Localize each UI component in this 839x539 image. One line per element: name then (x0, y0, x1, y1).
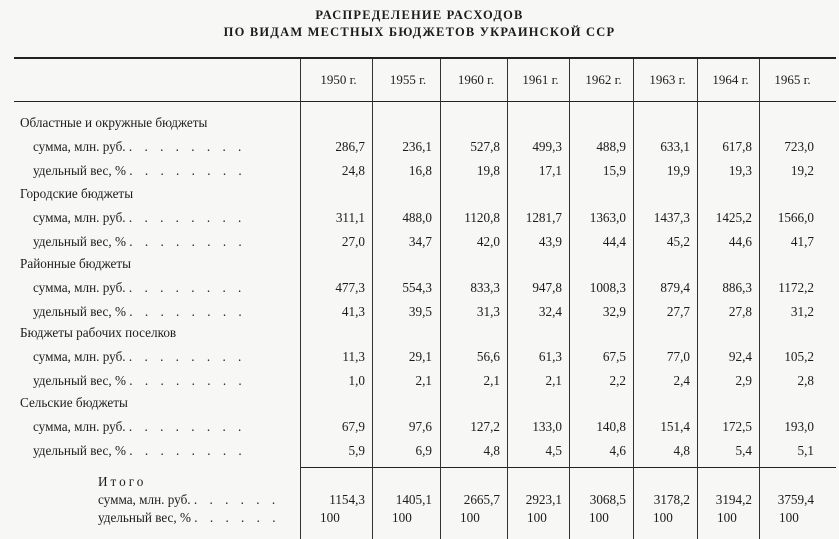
year-header: 1964 г. (712, 72, 749, 87)
share-value: 45,2 (666, 234, 690, 249)
share-value: 44,6 (728, 234, 752, 249)
total-heading: Итого (98, 474, 147, 489)
sum-label (33, 349, 246, 365)
total-share-value: 100 (589, 510, 609, 525)
sum-value: 633,1 (660, 139, 690, 154)
share-label-text: удельный вес, % (33, 304, 130, 319)
leader-dots: . . . . . . (194, 510, 281, 525)
column-divider (697, 59, 698, 539)
sum-value: 488,0 (402, 210, 432, 225)
share-value: 19,8 (476, 163, 500, 178)
sum-value: 61,3 (538, 349, 562, 364)
leader-dots: . . . . . . . . (128, 210, 246, 225)
table-title-line-1: РАСПРЕДЕЛЕНИЕ РАСХОДОВ (315, 8, 524, 22)
share-label (33, 163, 246, 179)
total-share-value: 100 (320, 510, 340, 525)
total-share-value: 100 (779, 510, 799, 525)
sum-value: 1281,7 (525, 210, 562, 225)
sum-value: 1008,3 (589, 280, 626, 295)
total-share-value: 100 (653, 510, 673, 525)
total-share-value: 100 (392, 510, 412, 525)
top-rule (14, 57, 836, 59)
share-value: 4,8 (673, 443, 690, 458)
sum-value: 1437,3 (653, 210, 690, 225)
total-share-label (98, 510, 280, 526)
share-value: 27,8 (728, 304, 752, 319)
share-value: 31,3 (476, 304, 500, 319)
year-header: 1955 г. (389, 72, 427, 87)
share-value: 19,3 (728, 163, 752, 178)
share-value: 44,4 (602, 234, 626, 249)
sum-value: 1172,2 (778, 280, 814, 295)
share-value: 16,8 (408, 163, 432, 178)
share-value: 2,2 (609, 373, 626, 388)
total-sum-value: 3194,2 (715, 492, 752, 507)
share-label (33, 234, 246, 250)
share-value: 43,9 (538, 234, 562, 249)
sum-value: 1566,0 (777, 210, 814, 225)
sum-value: 1425,2 (715, 210, 752, 225)
sum-label-text: сумма, млн. руб. (33, 419, 129, 434)
sum-value: 833,3 (470, 280, 500, 295)
total-sum-value: 3178,2 (653, 492, 690, 507)
section-label: Областные и окружные бюджеты (20, 115, 208, 130)
column-divider (569, 59, 570, 539)
share-value: 5,1 (797, 443, 814, 458)
section-label: Сельские бюджеты (20, 395, 128, 410)
total-share-value: 100 (527, 510, 547, 525)
sum-value: 140,8 (596, 419, 626, 434)
sum-label-text: сумма, млн. руб. (33, 280, 129, 295)
section-label: Бюджеты рабочих поселков (20, 325, 177, 340)
sum-value: 311,1 (335, 210, 365, 225)
sum-value: 105,2 (784, 349, 814, 364)
share-label-text: удельный вес, % (33, 234, 130, 249)
year-header: 1961 г. (522, 72, 559, 87)
share-value: 2,1 (483, 373, 500, 388)
sum-label (33, 280, 246, 296)
total-sum-label (98, 492, 280, 508)
share-value: 6,9 (415, 443, 432, 458)
share-value: 5,9 (348, 443, 365, 458)
share-value: 2,8 (797, 373, 814, 388)
sum-label-text: сумма, млн. руб. (33, 349, 129, 364)
total-rule (300, 467, 836, 468)
share-value: 5,4 (735, 443, 752, 458)
leader-dots: . . . . . . . . (128, 349, 246, 364)
sum-value: 286,7 (335, 139, 365, 154)
share-label-text: удельный вес, % (33, 373, 130, 388)
share-value: 31,2 (790, 304, 814, 319)
sum-value: 617,8 (722, 139, 752, 154)
share-label-text: удельный вес, % (33, 443, 130, 458)
share-value: 2,1 (415, 373, 432, 388)
leader-dots: . . . . . . . . (129, 443, 247, 458)
leader-dots: . . . . . . . . (128, 280, 246, 295)
share-value: 39,5 (408, 304, 432, 319)
share-value: 19,9 (666, 163, 690, 178)
sum-value: 127,2 (470, 419, 500, 434)
year-header: 1960 г. (457, 72, 495, 87)
sum-value: 193,0 (784, 419, 814, 434)
sum-value: 886,3 (722, 280, 752, 295)
leader-dots: . . . . . . . . (129, 234, 247, 249)
share-value: 41,3 (341, 304, 365, 319)
share-value: 2,9 (735, 373, 752, 388)
share-value: 19,2 (790, 163, 814, 178)
column-divider (507, 59, 508, 539)
sum-value: 527,8 (470, 139, 500, 154)
sum-value: 488,9 (596, 139, 626, 154)
share-value: 15,9 (602, 163, 626, 178)
share-value: 2,1 (545, 373, 562, 388)
column-divider (440, 59, 441, 539)
total-sum-value: 3759,4 (777, 492, 814, 507)
leader-dots: . . . . . . . . (129, 163, 247, 178)
sum-value: 77,0 (666, 349, 690, 364)
sum-value: 879,4 (660, 280, 690, 295)
sum-label-text: сумма, млн. руб. (98, 492, 194, 507)
column-divider (633, 59, 634, 539)
share-label (33, 304, 246, 320)
sum-value: 67,9 (341, 419, 365, 434)
column-divider (300, 59, 301, 539)
sum-label-text: сумма, млн. руб. (33, 210, 129, 225)
sum-value: 723,0 (784, 139, 814, 154)
year-header: 1965 г. (774, 72, 811, 87)
year-header: 1963 г. (649, 72, 686, 87)
share-value: 1,0 (348, 373, 365, 388)
leader-dots: . . . . . . . . (128, 419, 246, 434)
sum-label (33, 419, 246, 435)
share-value: 41,7 (790, 234, 814, 249)
sum-value: 1363,0 (589, 210, 626, 225)
share-value: 2,4 (673, 373, 690, 388)
sum-value: 1120,8 (464, 210, 500, 225)
header-rule (14, 101, 836, 102)
share-value: 32,4 (538, 304, 562, 319)
section-label: Городские бюджеты (20, 186, 134, 201)
total-share-value: 100 (460, 510, 480, 525)
total-sum-value: 2665,7 (463, 492, 500, 507)
sum-value: 56,6 (476, 349, 500, 364)
share-label (33, 443, 246, 459)
share-value: 4,5 (545, 443, 562, 458)
section-label: Районные бюджеты (20, 256, 131, 271)
sum-label (33, 139, 246, 155)
share-value: 32,9 (602, 304, 626, 319)
sum-value: 92,4 (728, 349, 752, 364)
share-label (33, 373, 246, 389)
sum-value: 11,3 (342, 349, 365, 364)
leader-dots: . . . . . . . . (128, 139, 246, 154)
sum-value: 67,5 (602, 349, 626, 364)
total-sum-value: 1405,1 (395, 492, 432, 507)
sum-value: 554,3 (402, 280, 432, 295)
total-sum-value: 2923,1 (525, 492, 562, 507)
total-sum-value: 1154,3 (329, 492, 365, 507)
sum-value: 29,1 (408, 349, 432, 364)
share-value: 27,7 (666, 304, 690, 319)
sum-label (33, 210, 246, 226)
year-header: 1950 г. (320, 72, 357, 87)
share-value: 34,7 (408, 234, 432, 249)
total-sum-value: 3068,5 (589, 492, 626, 507)
share-value: 42,0 (476, 234, 500, 249)
sum-value: 236,1 (402, 139, 432, 154)
sum-value: 499,3 (532, 139, 562, 154)
share-label-text: удельный вес, % (33, 163, 130, 178)
column-divider (372, 59, 373, 539)
total-share-value: 100 (717, 510, 737, 525)
share-value: 4,8 (483, 443, 500, 458)
share-value: 27,0 (341, 234, 365, 249)
sum-value: 947,8 (532, 280, 562, 295)
sum-value: 477,3 (335, 280, 365, 295)
share-value: 4,6 (609, 443, 626, 458)
column-divider (759, 59, 760, 539)
leader-dots: . . . . . . . . (129, 304, 247, 319)
share-value: 24,8 (341, 163, 365, 178)
sum-label-text: сумма, млн. руб. (33, 139, 129, 154)
share-label-text: удельный вес, % (98, 510, 195, 525)
leader-dots: . . . . . . (193, 492, 280, 507)
table-title-line-2: ПО ВИДАМ МЕСТНЫХ БЮДЖЕТОВ УКРАИНСКОЙ ССР (223, 25, 616, 39)
share-value: 17,1 (538, 163, 562, 178)
sum-value: 151,4 (660, 419, 690, 434)
sum-value: 97,6 (408, 419, 432, 434)
leader-dots: . . . . . . . . (129, 373, 247, 388)
year-header: 1962 г. (585, 72, 622, 87)
sum-value: 172,5 (722, 419, 752, 434)
sum-value: 133,0 (532, 419, 562, 434)
